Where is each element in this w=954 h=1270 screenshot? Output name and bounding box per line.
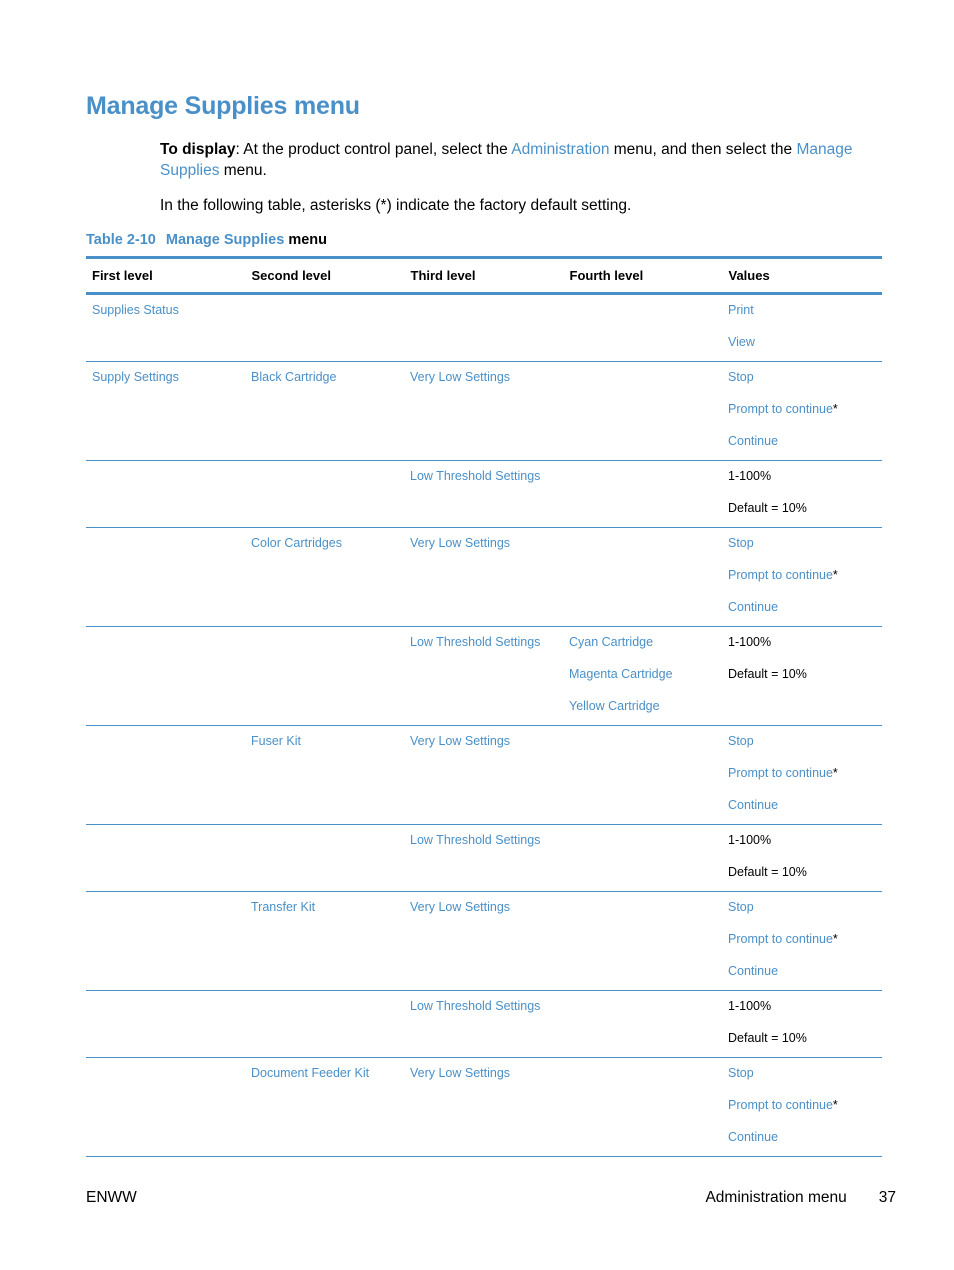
value-text: Default = 10%	[728, 1031, 807, 1045]
default-marker: *	[832, 1098, 838, 1112]
cell-first	[86, 991, 245, 1058]
menu-item-link[interactable]: Stop	[728, 1066, 754, 1080]
menu-item-link[interactable]: Stop	[728, 734, 754, 748]
intro-text-1: : At the product control panel, select the	[235, 141, 512, 158]
cell-values	[722, 991, 882, 1058]
table-row	[86, 1058, 882, 1157]
cell-fourth	[563, 294, 722, 362]
menu-item-link[interactable]: Very Low Settings	[410, 1066, 511, 1080]
cell-fourth	[563, 1058, 722, 1157]
menu-item-link[interactable]: Prompt to continue	[728, 932, 833, 946]
table-body	[86, 294, 882, 1157]
menu-item-link[interactable]: Very Low Settings	[410, 370, 511, 384]
values-line	[728, 468, 876, 500]
table-row	[86, 461, 882, 528]
menu-item-link[interactable]: Low Threshold Settings	[410, 833, 541, 847]
intro-bold: To display	[160, 141, 236, 158]
values-line	[728, 1030, 876, 1046]
caption-link[interactable]: Manage Supplies	[165, 232, 285, 248]
menu-item-link[interactable]: Cyan Cartridge	[569, 635, 654, 649]
values-line	[728, 998, 876, 1030]
menu-item-link[interactable]: Stop	[728, 536, 754, 550]
values-line	[728, 797, 876, 813]
values-line	[728, 931, 876, 963]
cell-first	[86, 726, 245, 825]
cell-second	[245, 294, 404, 362]
values-line	[728, 864, 876, 880]
menu-item-link[interactable]: Very Low Settings	[410, 536, 511, 550]
cell-second	[245, 726, 404, 825]
values-line	[728, 1097, 876, 1129]
menu-item-link[interactable]: Prompt to continue	[728, 402, 833, 416]
menu-item-link[interactable]: Low Threshold Settings	[410, 469, 541, 483]
menu-item-link[interactable]: Continue	[728, 1130, 779, 1144]
menu-item-link[interactable]: Prompt to continue	[728, 1098, 833, 1112]
menu-item-link[interactable]: Magenta Cartridge	[569, 667, 673, 681]
cell-fourth	[563, 528, 722, 627]
cell-fourth	[563, 991, 722, 1058]
first-line	[92, 369, 239, 385]
cell-fourth	[563, 627, 722, 726]
values-line	[728, 1129, 876, 1145]
fourth-line	[569, 634, 716, 666]
menu-item-link[interactable]: Low Threshold Settings	[410, 999, 541, 1013]
cell-first	[86, 461, 245, 528]
cell-third	[404, 362, 563, 461]
cell-fourth	[563, 892, 722, 991]
third-line	[410, 468, 557, 484]
values-line	[728, 666, 876, 682]
values-line	[728, 369, 876, 401]
cell-values	[722, 627, 882, 726]
cell-third	[404, 892, 563, 991]
table-number: Table 2-10	[86, 232, 156, 248]
values-line	[728, 733, 876, 765]
cell-fourth	[563, 726, 722, 825]
cell-values	[722, 1058, 882, 1157]
header-values: Values	[722, 258, 882, 294]
menu-item-link[interactable]: Supplies Status	[92, 303, 179, 317]
second-line	[251, 733, 398, 749]
values-line	[728, 433, 876, 449]
footer-right	[705, 1189, 896, 1207]
page-title: Manage Supplies menu	[86, 92, 360, 120]
third-line	[410, 634, 557, 650]
menu-item-link[interactable]: Prompt to continue	[728, 568, 833, 582]
cell-second	[245, 528, 404, 627]
values-line	[728, 599, 876, 615]
cell-second	[245, 362, 404, 461]
footer-doc-id: ENWW	[86, 1189, 137, 1206]
table-row	[86, 528, 882, 627]
cell-second	[245, 461, 404, 528]
value-text: 1-100%	[728, 635, 772, 649]
cell-values	[722, 294, 882, 362]
values-line	[728, 765, 876, 797]
menu-item-link[interactable]: Transfer Kit	[251, 900, 316, 914]
second-line	[251, 1065, 398, 1081]
cell-second	[245, 627, 404, 726]
table-row	[86, 627, 882, 726]
manage-supplies-table	[86, 256, 882, 1157]
value-text: 1-100%	[728, 469, 772, 483]
first-line	[92, 302, 239, 318]
manage-supplies-link[interactable]: Manage Supplies	[160, 141, 853, 179]
cell-first	[86, 1058, 245, 1157]
table-row	[86, 362, 882, 461]
table-row	[86, 892, 882, 991]
intro-text-2: menu, and then select the	[609, 141, 797, 158]
header-third-level: Third level	[404, 258, 563, 294]
values-line	[728, 899, 876, 931]
second-line	[251, 369, 398, 385]
menu-item-link[interactable]: Color Cartridges	[251, 536, 343, 550]
cell-third	[404, 991, 563, 1058]
third-line	[410, 832, 557, 848]
menu-item-link[interactable]: Document Feeder Kit	[251, 1066, 370, 1080]
caption-suffix: menu	[284, 232, 328, 248]
cell-second	[245, 825, 404, 892]
menu-item-link[interactable]: Continue	[728, 600, 779, 614]
menu-item-link[interactable]: Prompt to continue	[728, 766, 833, 780]
values-line	[728, 832, 876, 864]
cell-values	[722, 825, 882, 892]
note-paragraph: In the following table, asterisks (*) indicate the factory default setting.	[160, 197, 632, 214]
cell-values	[722, 362, 882, 461]
table-row	[86, 726, 882, 825]
second-line	[251, 535, 398, 551]
menu-item-link[interactable]: Fuser Kit	[251, 734, 302, 748]
second-line	[251, 899, 398, 915]
header-first-level: First level	[86, 258, 245, 294]
values-line	[728, 334, 876, 350]
value-text: Default = 10%	[728, 501, 807, 515]
cell-third	[404, 726, 563, 825]
menu-item-link[interactable]: Supply Settings	[92, 370, 179, 384]
cell-second	[245, 991, 404, 1058]
cell-fourth	[563, 825, 722, 892]
default-marker: *	[832, 402, 838, 416]
menu-item-link[interactable]: Low Threshold Settings	[410, 635, 541, 649]
cell-second	[245, 892, 404, 991]
menu-item-link[interactable]: Yellow Cartridge	[569, 699, 660, 713]
cell-fourth	[563, 362, 722, 461]
administration-link[interactable]: Administration	[511, 141, 610, 158]
table-row	[86, 991, 882, 1058]
menu-item-link[interactable]: Stop	[728, 370, 754, 384]
intro-text-3: menu.	[219, 162, 267, 179]
value-text: 1-100%	[728, 833, 772, 847]
header-second-level: Second level	[245, 258, 404, 294]
value-text: Default = 10%	[728, 667, 807, 681]
fourth-line	[569, 666, 716, 698]
cell-third	[404, 1058, 563, 1157]
footer-section: Administration menu	[705, 1189, 847, 1206]
default-marker: *	[832, 932, 838, 946]
cell-second	[245, 1058, 404, 1157]
third-line	[410, 369, 557, 385]
table-row	[86, 294, 882, 362]
third-line	[410, 733, 557, 749]
cell-first	[86, 294, 245, 362]
cell-first	[86, 825, 245, 892]
menu-item-link[interactable]: View	[728, 335, 755, 349]
menu-item-link[interactable]: Black Cartridge	[251, 370, 337, 384]
menu-item-link[interactable]: Stop	[728, 900, 754, 914]
value-text: 1-100%	[728, 999, 772, 1013]
cell-first	[86, 892, 245, 991]
default-marker: *	[832, 568, 838, 582]
cell-first	[86, 362, 245, 461]
menu-item-link[interactable]: Continue	[728, 434, 779, 448]
default-marker: *	[832, 766, 838, 780]
menu-item-link[interactable]: Continue	[728, 964, 779, 978]
intro-paragraph	[160, 139, 882, 181]
values-line	[728, 500, 876, 516]
table-caption	[86, 232, 327, 248]
cell-fourth	[563, 461, 722, 528]
cell-third	[404, 627, 563, 726]
third-line	[410, 1065, 557, 1081]
cell-values	[722, 726, 882, 825]
cell-third	[404, 528, 563, 627]
cell-first	[86, 627, 245, 726]
menu-item-link[interactable]: Very Low Settings	[410, 734, 511, 748]
values-line	[728, 1065, 876, 1097]
header-fourth-level: Fourth level	[563, 258, 722, 294]
values-line	[728, 302, 876, 334]
value-text: Default = 10%	[728, 865, 807, 879]
cell-values	[722, 892, 882, 991]
table-header-row	[86, 258, 882, 294]
values-line	[728, 634, 876, 666]
values-line	[728, 535, 876, 567]
page-number: 37	[878, 1189, 896, 1206]
third-line	[410, 899, 557, 915]
third-line	[410, 535, 557, 551]
third-line	[410, 998, 557, 1014]
menu-item-link[interactable]: Very Low Settings	[410, 900, 511, 914]
menu-item-link[interactable]: Print	[728, 303, 754, 317]
values-line	[728, 567, 876, 599]
cell-third	[404, 461, 563, 528]
values-line	[728, 401, 876, 433]
fourth-line	[569, 698, 716, 714]
values-line	[728, 963, 876, 979]
cell-first	[86, 528, 245, 627]
cell-third	[404, 825, 563, 892]
cell-third	[404, 294, 563, 362]
cell-values	[722, 461, 882, 528]
cell-values	[722, 528, 882, 627]
menu-item-link[interactable]: Continue	[728, 798, 779, 812]
table-row	[86, 825, 882, 892]
